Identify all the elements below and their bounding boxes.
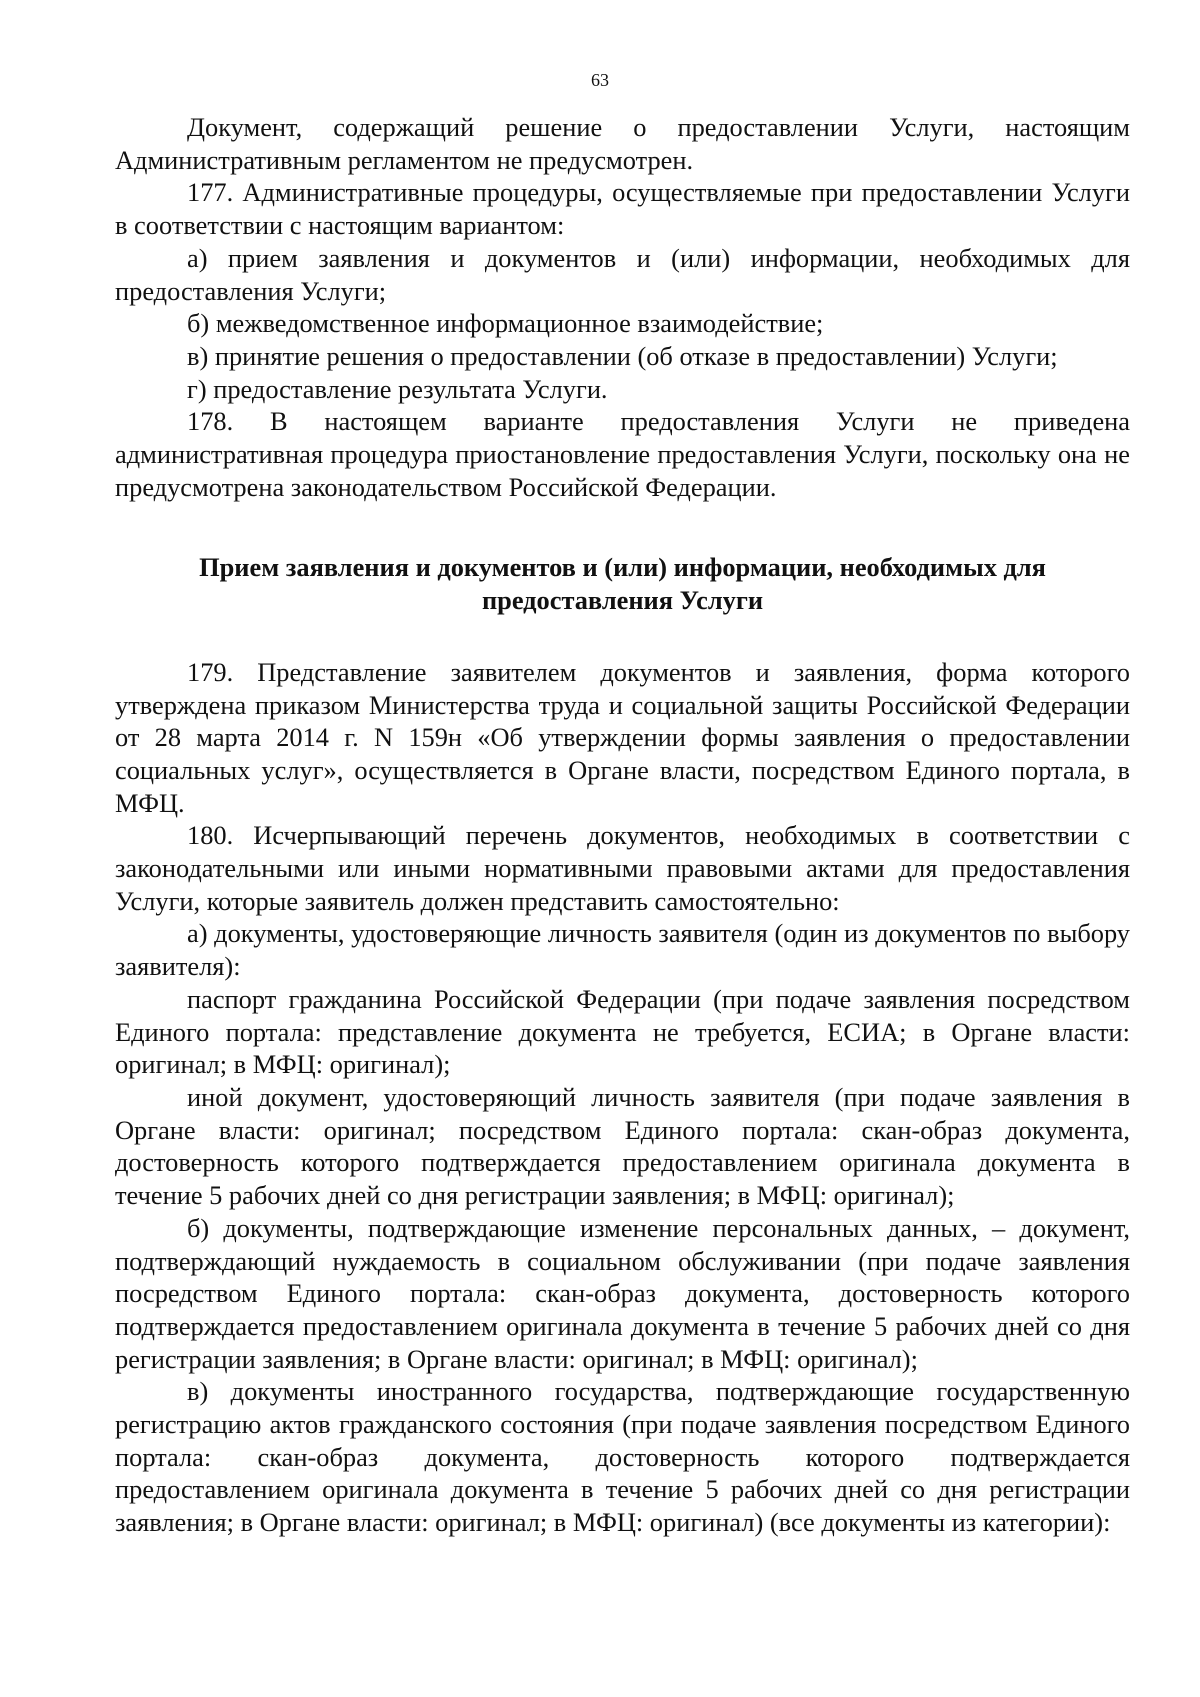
list-item-passport: паспорт гражданина Российской Федерации (при подаче заявления посредством Единого портала: представление документа не требуется, ЕСИА; в Органе власти: оригинал; в МФЦ: оригинал); xyxy=(115,983,1130,1080)
page-number: 63 xyxy=(591,70,609,90)
list-item-identity-docs: а) документы, удостоверяющие личность заявителя (один из документов по выбору заявителя): xyxy=(115,918,1130,982)
list-item-other-identity-doc: иной документ, удостоверяющий личность заявителя (при подаче заявления в Органе власти: оригинал; посредством Единого портала: скан-образ документа, достоверность которого подтверждается предоставлением оригинала документа в течение 5 рабочих дней со дня регистрации заявления; в МФЦ: оригинал); xyxy=(115,1081,1130,1211)
list-item-v: в) принятие решения о предоставлении (об отказе в предоставлении) Услуги; xyxy=(187,340,1058,371)
list-item-a: а) прием заявления и документов и (или) информации, необходимых для предоставления Услуги; xyxy=(115,242,1130,306)
paragraph-document-decision: Документ, содержащий решение о предоставлении Услуги, настоящим Административным регламентом не предусмотрен. xyxy=(115,112,1130,175)
paragraph-177: 177. Административные процедуры, осуществляемые при предоставлении Услуги в соответствии с настоящим вариантом: xyxy=(115,177,1130,241)
paragraph-178: 178. В настоящем варианте предоставления Услуги не приведена административная процедура приостановление предоставления Услуги, поскольку она не предусмотрена законодательством Российской Федерации. xyxy=(115,406,1130,502)
list-item-foreign-state-docs: в) документы иностранного государства, подтверждающие государственную регистрацию актов гражданского состояния (при подаче заявления посредством Единого портала: скан-образ документа, достоверность которого подтверждается предоставлением оригинала документа в течение 5 рабочих дней со дня регистрации заявления; в Органе власти: оригинал; в МФЦ: оригинал) (все документы из категории): xyxy=(115,1376,1130,1538)
paragraph-180: 180. Исчерпывающий перечень документов, необходимых в соответствии с законодательными или иными нормативными правовыми актами для предоставления Услуги, которые заявитель должен представить самостоятельно: xyxy=(115,820,1130,916)
section-heading: Прием заявления и документов и (или) информации, необходимых для предоставления Услуги xyxy=(199,552,1046,616)
document-body xyxy=(115,111,1130,1539)
list-item-personal-data-docs: б) документы, подтверждающие изменение персональных данных, – документ, подтверждающий нуждаемость в социальном обслуживании (при подаче заявления посредством Единого портала: скан-образ документа, достоверность которого подтверждается предоставлением оригинала документа в течение 5 рабочих дней со дня регистрации заявления; в Органе власти: оригинал; в МФЦ: оригинал); xyxy=(115,1212,1130,1374)
list-item-b: б) межведомственное информационное взаимодействие; xyxy=(187,308,824,339)
paragraph-179: 179. Представление заявителем документов и заявления, форма которого утверждена приказом Министерства труда и социальной защиты Российской Федерации от 28 марта 2014 г. N 159н «Об утверждении формы заявления о предоставлении социальных услуг», осуществляется в Органе власти, посредством Единого портала, в МФЦ. xyxy=(115,656,1130,818)
list-item-g: г) предоставление результата Услуги. xyxy=(187,373,608,404)
